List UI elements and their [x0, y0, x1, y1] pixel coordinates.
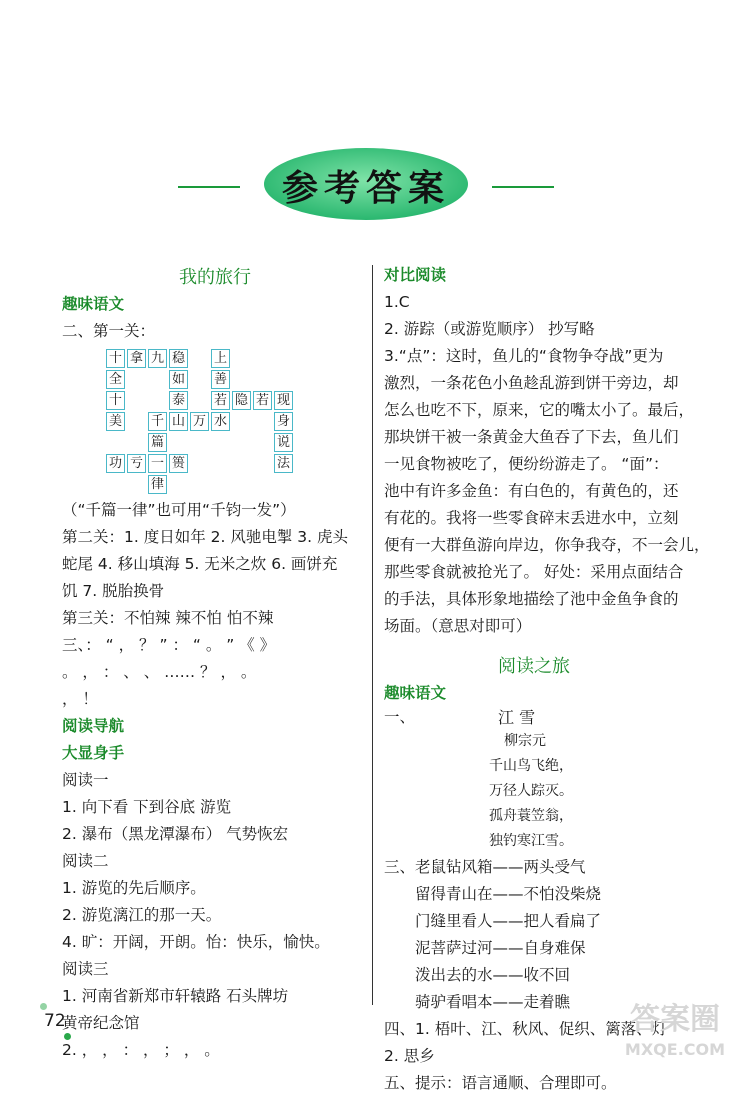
proverb-line: 泼出去的水——收不回 [415, 966, 571, 984]
watermark [605, 1000, 745, 1070]
grid-cell: 如 [169, 370, 188, 389]
grid-cell: 功 [106, 454, 125, 473]
reading-line: 2. ， ， ： ， ； ， 。 [62, 1041, 220, 1059]
grid-cell: 身 [274, 412, 293, 431]
grid-cell: 篇 [148, 433, 167, 452]
reading-line: 4. 旷：开阔，开朗。怡：快乐，愉快。 [62, 933, 330, 951]
punctuation-line: ， ！ [62, 690, 98, 708]
reading-line: 2. 瀑布（黑龙潭瀑布） 气势恢宏 [62, 825, 289, 843]
grid-cell: 隐 [232, 391, 251, 410]
page-title: 参考答案 [281, 167, 450, 209]
grid-cell: 十 [106, 391, 125, 410]
poem-intro: 一、 [384, 708, 416, 726]
grid-cell: 稳 [169, 349, 188, 368]
watermark-logo: 答案圈 [630, 1002, 720, 1037]
grid-cell: 篑 [169, 454, 188, 473]
answer-line: 一见食物被吃了，便纷纷游走了。 “面”： [384, 455, 669, 473]
tail-line: 五、提示：语言通顺、合理即可。 [384, 1074, 617, 1092]
column-divider [372, 265, 373, 1005]
answer-line: 那些零食就被抢光了。 好处：采用点面结合 [384, 563, 684, 581]
reading-line: 黄帝纪念馆 [62, 1014, 140, 1032]
poem-author: 柳宗元 [504, 733, 546, 749]
reading-line: 阅读一 [62, 771, 109, 789]
proverb-line: 门缝里看人——把人看扁了 [415, 912, 602, 930]
answer-line: 激烈，一条花色小鱼趁乱游到饼干旁边，却 [384, 374, 679, 392]
grid-cell: 亏 [127, 454, 146, 473]
grid-cell: 善 [211, 370, 230, 389]
tail-line: 2. 思乡 [384, 1047, 435, 1065]
proverb-line: 三、老鼠钻风箱——两头受气 [384, 858, 586, 876]
section-heading: 趣味语文 [62, 295, 125, 313]
proverb-line: 骑驴看唱本——走着瞧 [415, 993, 571, 1011]
decor-dot [64, 1033, 71, 1040]
answer-line: 场面。（意思对即可） [384, 617, 532, 635]
crossword-grid [106, 349, 368, 497]
grid-cell: 万 [190, 412, 209, 431]
watermark-url: MXQE.COM [624, 1040, 726, 1059]
answer-line: 1.C [384, 293, 410, 311]
proverb-line: 留得青山在——不怕没柴烧 [415, 885, 602, 903]
level-one-label: 二、第一关： [62, 322, 156, 340]
answer-line: 3.“点”：这时，鱼儿的“食物争夺战”更为 [384, 347, 664, 365]
grid-cell: 九 [148, 349, 167, 368]
section-heading: 阅读导航 [62, 717, 125, 735]
left-column [62, 262, 368, 1064]
level-two-line: 第二关：1. 度日如年 2. 风驰电掣 3. 虎头 [62, 528, 349, 546]
grid-cell: 现 [274, 391, 293, 410]
level-two-line: 饥 7. 脱胎换骨 [62, 582, 165, 600]
grid-note: （“千篇一律”也可用“千钧一发”） [62, 501, 296, 519]
reading-line: 1. 游览的先后顺序。 [62, 879, 206, 897]
answer-line: 有花的。我将一些零食碎末丢进水中，立刻 [384, 509, 679, 527]
grid-cell: 十 [106, 349, 125, 368]
grid-cell: 水 [211, 412, 230, 431]
title-right-rule [492, 186, 554, 188]
decor-dot [40, 1003, 47, 1010]
section-heading: 趣味语文 [384, 684, 447, 702]
reading-line: 2. 游览漓江的那一天。 [62, 906, 222, 924]
grid-cell: 拿 [127, 349, 146, 368]
poem-line: 万径人踪灭。 [489, 783, 573, 799]
section-heading: 对比阅读 [384, 266, 447, 284]
grid-cell: 法 [274, 454, 293, 473]
chapter-title-left: 我的旅行 [179, 267, 251, 288]
answer-line: 那块饼干被一条黄金大鱼吞了下去，鱼儿们 [384, 428, 679, 446]
answer-line: 便有一大群鱼游向岸边，你争我夺，不一会儿， [384, 536, 710, 554]
level-two-line: 蛇尾 4. 移山填海 5. 无米之炊 6. 画饼充 [62, 555, 338, 573]
punctuation-line: 三、： “ ， ？ ” ： “ 。 ” 《 》 [62, 636, 276, 654]
answer-line: 怎么也吃不下，原来，它的嘴太小了。最后， [384, 401, 695, 419]
title-left-rule [178, 186, 240, 188]
poem-line: 独钓寒江雪。 [489, 833, 573, 849]
proverb-line: 泥菩萨过河——自身难保 [415, 939, 586, 957]
grid-cell: 泰 [169, 391, 188, 410]
answer-line: 池中有许多金鱼：有白色的，有黄色的，还 [384, 482, 679, 500]
poem-title-row [384, 704, 684, 728]
grid-cell: 若 [253, 391, 272, 410]
reading-line: 1. 河南省新郑市轩辕路 石头牌坊 [62, 987, 289, 1005]
grid-cell: 山 [169, 412, 188, 431]
right-column [384, 262, 710, 1097]
poem-line: 孤舟蓑笠翁， [489, 808, 573, 824]
grid-cell: 说 [274, 433, 293, 452]
grid-cell: 一 [148, 454, 167, 473]
reading-line: 阅读三 [62, 960, 109, 978]
grid-cell: 若 [211, 391, 230, 410]
section-heading: 大显身手 [62, 744, 125, 762]
grid-cell: 上 [211, 349, 230, 368]
grid-cell: 千 [148, 412, 167, 431]
poem-line: 千山鸟飞绝， [489, 758, 573, 774]
tail-line: 四、1. 梧叶、江、秋风、促织、篱落、灯 [384, 1020, 668, 1038]
grid-cell: 律 [148, 475, 167, 494]
answer-line: 2. 游踪（或游览顺序） 抄写略 [384, 320, 595, 338]
grid-cell: 美 [106, 412, 125, 431]
level-three-line: 第三关：不怕辣 辣不怕 怕不辣 [62, 609, 274, 627]
chapter-title-right: 阅读之旅 [498, 656, 570, 677]
punctuation-line: 。 ， ： 、 、 …… ？ ， 。 [62, 663, 257, 681]
reading-line: 1. 向下看 下到谷底 游览 [62, 798, 232, 816]
poem-title: 江 雪 [498, 708, 536, 727]
answer-line: 的手法，具体形象地描绘了池中金鱼争食的 [384, 590, 679, 608]
reading-line: 阅读二 [62, 852, 109, 870]
grid-cell: 全 [106, 370, 125, 389]
page-number: 72 [44, 1011, 66, 1031]
